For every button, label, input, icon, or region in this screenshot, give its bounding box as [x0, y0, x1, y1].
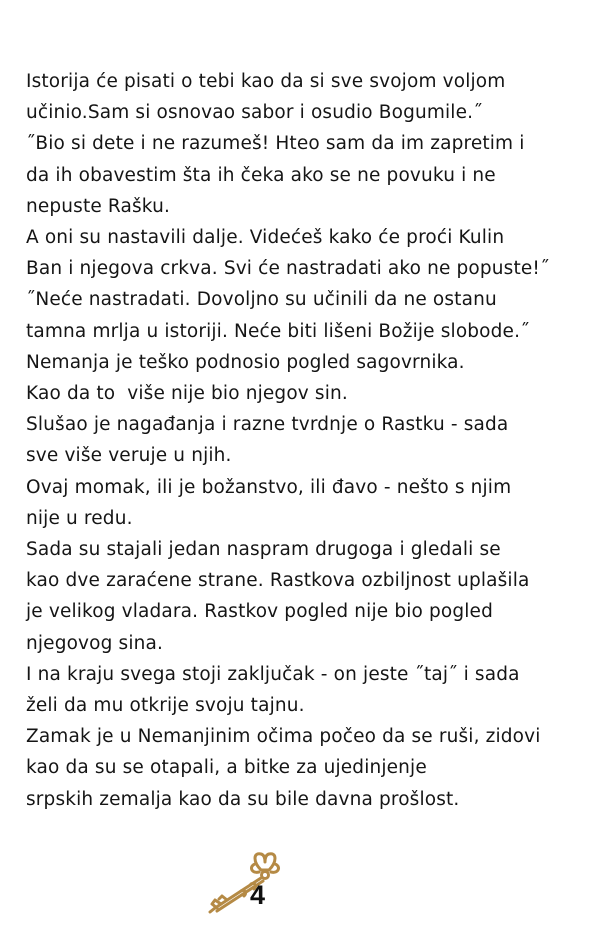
text-line: Sada su stajali jedan naspram drugoga i gledali se	[26, 539, 501, 561]
text-line: Slušao je nagađanja i razne tvrdnje o Rastku - sada	[26, 414, 509, 436]
text-line: sve više veruje u njih.	[26, 445, 232, 467]
text-line: kao dve zaraćene strane. Rastkova ozbiljnost uplašila	[26, 570, 530, 592]
text-line: A oni su nastavili dalje. Videćeš kako će proći Kulin	[26, 227, 505, 249]
text-line: da ih obavestim šta ih čeka ako se ne povuku i ne	[26, 164, 496, 186]
text-line: je velikog vladara. Rastkov pogled nije bio pogled	[26, 601, 493, 623]
page-footer	[200, 848, 290, 918]
text-line: nepuste Rašku.	[26, 195, 171, 217]
text-line: Ban i njegova crkva. Svi će nastradati ako ne popuste!˝	[26, 258, 550, 280]
text-line: učinio.Sam si osnovao sabor i osudio Bogumile.˝	[26, 102, 483, 124]
text-line: ˝Bio si dete i ne razumeš! Hteo sam da im zapretim i	[26, 133, 525, 155]
text-line: ˝Neće nastradati. Dovoljno su učinili da ne ostanu	[26, 289, 497, 311]
text-line: kao da su se otapali, a bitke za ujedinjenje	[26, 757, 427, 779]
text-line: I na kraju svega stoji zaključak - on jeste ˝taj˝ i sada	[26, 663, 520, 685]
text-line: Nemanja je teško podnosio pogled sagovrnika.	[26, 351, 465, 373]
text-line: Istorija će pisati o tebi kao da si sve svojom voljom	[26, 71, 506, 92]
text-line: nije u redu.	[26, 507, 133, 529]
page-number: 4	[250, 880, 266, 910]
text-line: Ovaj momak, ili je božanstvo, ili đavo - nešto s njim	[26, 476, 512, 498]
text-line: tamna mrlja u istoriji. Neće biti lišeni Božije slobode.˝	[26, 320, 530, 342]
text-line: srpskih zemalja kao da su bile davna prošlost.	[26, 788, 460, 810]
text-line: njegovog sina.	[26, 632, 164, 654]
page-text	[26, 66, 598, 815]
text-line: Kao da to više nije bio njegov sin.	[26, 383, 348, 405]
text-line: želi da mu otkrije svoju tajnu.	[26, 695, 305, 717]
key-icon	[203, 848, 283, 918]
text-line: Zamak je u Nemanjinim očima počeo da se ruši, zidovi	[26, 726, 541, 748]
